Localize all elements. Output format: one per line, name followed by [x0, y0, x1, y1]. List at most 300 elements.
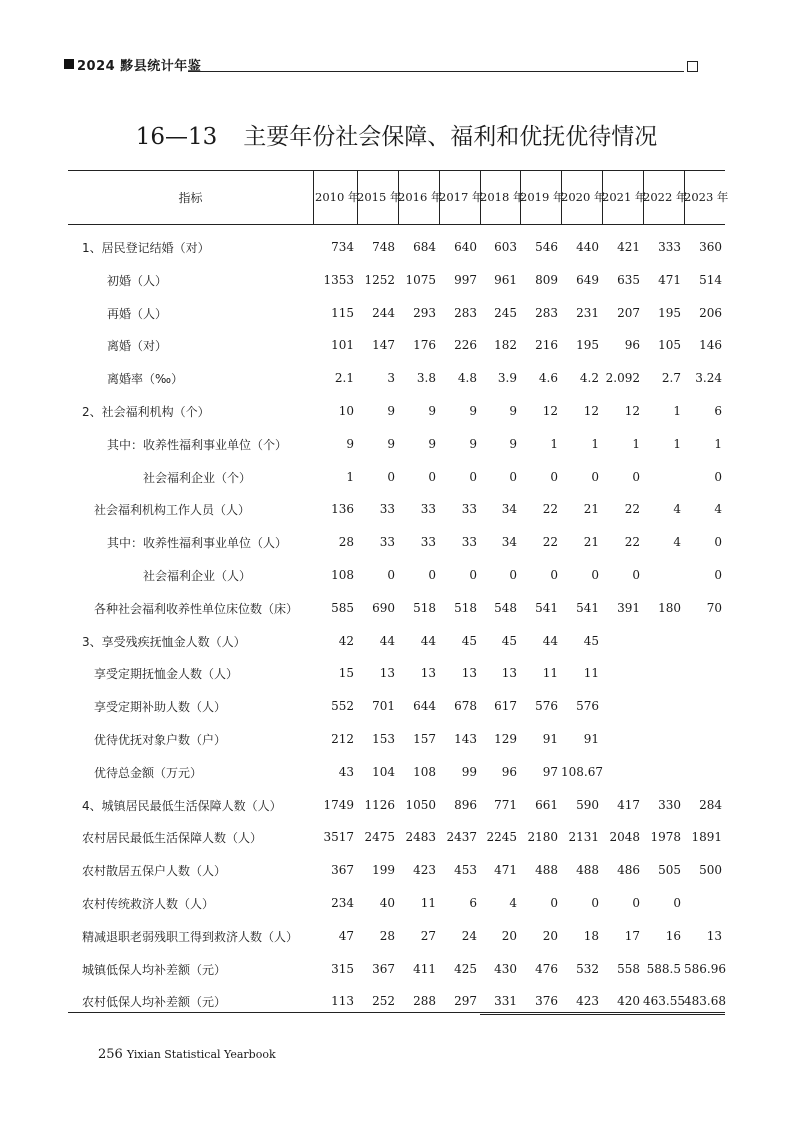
- table-cell: 16: [665, 929, 681, 943]
- row-label: 1、居民登记结婚（对）: [82, 241, 210, 255]
- table-bottom-rule-secondary: [480, 1014, 725, 1015]
- table-cell: 558: [617, 962, 640, 976]
- table-cell: 9: [387, 404, 395, 418]
- table-cell: 2245: [486, 830, 517, 844]
- table-cell: 4: [714, 502, 722, 516]
- header-column-divider: [520, 170, 521, 224]
- table-cell: 108: [331, 568, 354, 582]
- table-cell: 293: [413, 306, 436, 320]
- table-cell: 18: [583, 929, 599, 943]
- table-cell: 96: [624, 338, 640, 352]
- row-label: 社会福利机构工作人员（人）: [94, 503, 251, 517]
- table-cell: 22: [624, 535, 640, 549]
- table-cell: 45: [461, 634, 477, 648]
- table-cell: 2.1: [334, 371, 354, 385]
- table-cell: 182: [494, 338, 517, 352]
- table-row: [0, 928, 793, 948]
- table-cell: 486: [617, 863, 640, 877]
- year-header: 2022 年: [643, 190, 688, 204]
- header-column-divider: [602, 170, 603, 224]
- table-row: [0, 764, 793, 784]
- table-cell: 13: [501, 666, 517, 680]
- table-cell: 113: [331, 994, 354, 1008]
- row-label: 社会福利企业（个）: [143, 471, 252, 485]
- table-cell: 315: [331, 962, 354, 976]
- table-cell: 423: [413, 863, 436, 877]
- table-row: [0, 469, 793, 489]
- table-cell: 0: [469, 568, 477, 582]
- table-cell: 640: [454, 240, 477, 254]
- table-cell: 586.96: [684, 962, 726, 976]
- table-cell: 4: [673, 502, 681, 516]
- table-cell: 9: [469, 437, 477, 451]
- table-cell: 476: [535, 962, 558, 976]
- table-cell: 22: [542, 502, 558, 516]
- table-cell: 27: [420, 929, 436, 943]
- table-cell: 2048: [609, 830, 640, 844]
- year-header: 2016 年: [398, 190, 443, 204]
- table-cell: 1: [346, 470, 354, 484]
- table-cell: 0: [591, 470, 599, 484]
- row-label: 享受定期补助人数（人）: [94, 700, 227, 714]
- table-cell: 216: [535, 338, 558, 352]
- row-label: 初婚（人）: [107, 274, 168, 288]
- table-cell: 45: [501, 634, 517, 648]
- table-cell: 91: [583, 732, 599, 746]
- table-cell: 9: [469, 404, 477, 418]
- table-cell: 2475: [364, 830, 395, 844]
- table-cell: 13: [420, 666, 436, 680]
- table-cell: 3: [387, 371, 395, 385]
- table-cell: 471: [494, 863, 517, 877]
- table-cell: 678: [454, 699, 477, 713]
- table-cell: 541: [535, 601, 558, 615]
- page-title: [0, 118, 793, 151]
- table-cell: 20: [542, 929, 558, 943]
- table-cell: 425: [454, 962, 477, 976]
- table-cell: 17: [624, 929, 640, 943]
- table-cell: 99: [461, 765, 477, 779]
- table-cell: 195: [658, 306, 681, 320]
- table-cell: 411: [413, 962, 436, 976]
- table-cell: 0: [428, 470, 436, 484]
- header-column-divider: [643, 170, 644, 224]
- year-header: 2020 年: [561, 190, 606, 204]
- table-cell: 0: [632, 470, 640, 484]
- table-cell: 734: [331, 240, 354, 254]
- table-row: [0, 961, 793, 981]
- table-row: [0, 305, 793, 325]
- table-row: [0, 993, 793, 1013]
- table-cell: 532: [576, 962, 599, 976]
- table-cell: 108: [413, 765, 436, 779]
- table-cell: 13: [379, 666, 395, 680]
- table-cell: 576: [576, 699, 599, 713]
- table-cell: 635: [617, 273, 640, 287]
- row-label: 4、城镇居民最低生活保障人数（人）: [82, 799, 282, 813]
- table-cell: 13: [461, 666, 477, 680]
- table-row: [0, 239, 793, 259]
- table-cell: 70: [706, 601, 722, 615]
- header-rule: [188, 71, 684, 72]
- table-cell: 34: [501, 535, 517, 549]
- table-cell: 0: [550, 470, 558, 484]
- table-cell: 1353: [323, 273, 354, 287]
- table-cell: 488: [576, 863, 599, 877]
- table-cell: 0: [591, 568, 599, 582]
- year-header: 2021 年: [602, 190, 647, 204]
- table-row: [0, 633, 793, 653]
- table-cell: 1: [673, 404, 681, 418]
- table-row: [0, 797, 793, 817]
- table-cell: 9: [428, 437, 436, 451]
- table-cell: 101: [331, 338, 354, 352]
- table-cell: 43: [338, 765, 354, 779]
- table-cell: 0: [509, 568, 517, 582]
- table-cell: 47: [338, 929, 354, 943]
- table-cell: 33: [379, 535, 395, 549]
- table-cell: 690: [372, 601, 395, 615]
- table-cell: 297: [454, 994, 477, 1008]
- table-cell: 331: [494, 994, 517, 1008]
- table-cell: 488: [535, 863, 558, 877]
- row-label: 2、社会福利机构（个）: [82, 405, 210, 419]
- table-cell: 463.55: [643, 994, 685, 1008]
- table-cell: 20: [501, 929, 517, 943]
- table-cell: 4.2: [579, 371, 599, 385]
- table-cell: 136: [331, 502, 354, 516]
- table-cell: 129: [494, 732, 517, 746]
- table-cell: 617: [494, 699, 517, 713]
- table-cell: 234: [331, 896, 354, 910]
- row-label: 优待优抚对象户数（户）: [94, 733, 227, 747]
- table-cell: 552: [331, 699, 354, 713]
- table-cell: 417: [617, 798, 640, 812]
- table-cell: 6: [469, 896, 477, 910]
- table-cell: 2437: [446, 830, 477, 844]
- table-cell: 207: [617, 306, 640, 320]
- table-cell: 195: [576, 338, 599, 352]
- table-cell: 11: [542, 666, 558, 680]
- table-cell: 1050: [405, 798, 436, 812]
- table-row: [0, 567, 793, 587]
- table-cell: 1: [591, 437, 599, 451]
- table-cell: 367: [331, 863, 354, 877]
- table-cell: 147: [372, 338, 395, 352]
- row-label: 享受定期抚恤金人数（人）: [94, 667, 239, 681]
- table-row: [0, 862, 793, 882]
- table-cell: 44: [542, 634, 558, 648]
- table-cell: 244: [372, 306, 395, 320]
- table-cell: 12: [542, 404, 558, 418]
- year-header: 2023 年: [684, 190, 729, 204]
- table-cell: 1126: [364, 798, 395, 812]
- table-cell: 9: [346, 437, 354, 451]
- table-row: [0, 370, 793, 390]
- table-cell: 157: [413, 732, 436, 746]
- table-cell: 12: [583, 404, 599, 418]
- table-cell: 40: [379, 896, 395, 910]
- table-cell: 3.8: [416, 371, 436, 385]
- table-cell: 15: [338, 666, 354, 680]
- table-cell: 367: [372, 962, 395, 976]
- table-cell: 104: [372, 765, 395, 779]
- table-cell: 1: [673, 437, 681, 451]
- table-cell: 212: [331, 732, 354, 746]
- header-box-icon: [687, 61, 698, 72]
- table-row: [0, 829, 793, 849]
- table-cell: 153: [372, 732, 395, 746]
- table-cell: 330: [658, 798, 681, 812]
- table-cell: 11: [583, 666, 599, 680]
- table-cell: 0: [632, 568, 640, 582]
- table-cell: 28: [338, 535, 354, 549]
- table-cell: 13: [706, 929, 722, 943]
- table-row: [0, 895, 793, 915]
- table-cell: 4.6: [538, 371, 558, 385]
- table-cell: 91: [542, 732, 558, 746]
- header-column-divider: [439, 170, 440, 224]
- table-title: 主要年份社会保障、福利和优抚优待情况: [243, 124, 658, 150]
- table-cell: 9: [387, 437, 395, 451]
- table-cell: 391: [617, 601, 640, 615]
- row-label: 农村传统救济人数（人）: [82, 897, 215, 911]
- table-cell: 0: [469, 470, 477, 484]
- year-header: 2019 年: [520, 190, 565, 204]
- table-cell: 33: [461, 535, 477, 549]
- table-cell: 0: [714, 470, 722, 484]
- table-row: [0, 436, 793, 456]
- table-cell: 430: [494, 962, 517, 976]
- table-cell: 21: [583, 502, 599, 516]
- page-number: 256: [98, 1047, 123, 1062]
- year-header: 2010 年: [315, 190, 360, 204]
- row-label: 其中：收养性福利事业单位（人）: [107, 536, 288, 550]
- row-label: 再婚（人）: [107, 307, 168, 321]
- table-cell: 0: [387, 568, 395, 582]
- table-row: [0, 731, 793, 751]
- table-cell: 0: [550, 896, 558, 910]
- table-cell: 28: [379, 929, 395, 943]
- table-cell: 1252: [364, 273, 395, 287]
- table-cell: 3.9: [497, 371, 517, 385]
- table-cell: 576: [535, 699, 558, 713]
- running-header: 2024 黟县统计年鉴: [77, 59, 202, 74]
- table-cell: 0: [673, 896, 681, 910]
- footer-text: Yixian Statistical Yearbook: [126, 1048, 276, 1061]
- table-cell: 0: [387, 470, 395, 484]
- table-cell: 4: [673, 535, 681, 549]
- table-cell: 0: [714, 535, 722, 549]
- table-cell: 42: [338, 634, 354, 648]
- row-label: 农村低保人均补差额（元）: [82, 995, 227, 1009]
- table-cell: 9: [509, 437, 517, 451]
- page-footer: [98, 1047, 276, 1062]
- table-cell: 44: [379, 634, 395, 648]
- row-label: 城镇低保人均补差额（元）: [82, 963, 227, 977]
- table-cell: 176: [413, 338, 436, 352]
- table-cell: 420: [617, 994, 640, 1008]
- table-cell: 108.67: [561, 765, 603, 779]
- table-cell: 376: [535, 994, 558, 1008]
- table-cell: 33: [461, 502, 477, 516]
- table-cell: 21: [583, 535, 599, 549]
- row-label: 各种社会福利收养性单位床位数（床）: [94, 602, 299, 616]
- table-cell: 333: [658, 240, 681, 254]
- table-cell: 0: [632, 896, 640, 910]
- table-cell: 6: [714, 404, 722, 418]
- table-cell: 12: [624, 404, 640, 418]
- table-cell: 115: [331, 306, 354, 320]
- table-cell: 2.7: [661, 371, 681, 385]
- header-column-divider: [480, 170, 481, 224]
- table-cell: 1978: [650, 830, 681, 844]
- table-cell: 10: [338, 404, 354, 418]
- table-cell: 514: [699, 273, 722, 287]
- table-cell: 1075: [405, 273, 436, 287]
- table-cell: 3.24: [695, 371, 722, 385]
- year-header: 2015 年: [357, 190, 402, 204]
- table-cell: 0: [591, 896, 599, 910]
- table-cell: 143: [454, 732, 477, 746]
- table-cell: 9: [509, 404, 517, 418]
- table-row: [0, 600, 793, 620]
- table-header-rule: [68, 224, 725, 225]
- table-cell: 440: [576, 240, 599, 254]
- table-cell: 997: [454, 273, 477, 287]
- table-cell: 199: [372, 863, 395, 877]
- table-cell: 33: [420, 502, 436, 516]
- table-cell: 603: [494, 240, 517, 254]
- table-cell: 505: [658, 863, 681, 877]
- row-label: 离婚率（‰）: [107, 372, 184, 386]
- table-cell: 585: [331, 601, 354, 615]
- table-cell: 483.68: [684, 994, 726, 1008]
- table-cell: 45: [583, 634, 599, 648]
- table-top-rule: [68, 170, 725, 171]
- table-cell: 0: [428, 568, 436, 582]
- table-row: [0, 337, 793, 357]
- table-cell: 283: [535, 306, 558, 320]
- row-label: 农村散居五保户人数（人）: [82, 864, 227, 878]
- table-cell: 245: [494, 306, 517, 320]
- table-cell: 771: [494, 798, 517, 812]
- header-column-divider: [561, 170, 562, 224]
- table-cell: 809: [535, 273, 558, 287]
- table-cell: 546: [535, 240, 558, 254]
- table-cell: 453: [454, 863, 477, 877]
- table-cell: 1: [550, 437, 558, 451]
- table-cell: 105: [658, 338, 681, 352]
- table-row: [0, 403, 793, 423]
- table-cell: 11: [420, 896, 436, 910]
- table-cell: 701: [372, 699, 395, 713]
- row-label: 社会福利企业（人）: [143, 569, 252, 583]
- table-cell: 590: [576, 798, 599, 812]
- table-cell: 97: [542, 765, 558, 779]
- row-label: 农村居民最低生活保障人数（人）: [82, 831, 263, 845]
- table-cell: 180: [658, 601, 681, 615]
- table-cell: 1: [714, 437, 722, 451]
- table-cell: 649: [576, 273, 599, 287]
- table-cell: 96: [501, 765, 517, 779]
- table-row: [0, 272, 793, 292]
- table-cell: 24: [461, 929, 477, 943]
- table-row: [0, 534, 793, 554]
- table-cell: 500: [699, 863, 722, 877]
- header-column-divider: [684, 170, 685, 224]
- indicator-header: 指标: [178, 191, 203, 205]
- table-cell: 3517: [323, 830, 354, 844]
- table-cell: 206: [699, 306, 722, 320]
- table-cell: 541: [576, 601, 599, 615]
- table-cell: 22: [624, 502, 640, 516]
- table-row: [0, 698, 793, 718]
- table-cell: 421: [617, 240, 640, 254]
- year-header: 2018 年: [480, 190, 525, 204]
- table-cell: 548: [494, 601, 517, 615]
- header-column-divider: [313, 170, 314, 224]
- table-row: [0, 665, 793, 685]
- row-label: 精减退职老弱残职工得到救济人数（人）: [82, 930, 299, 944]
- header-column-divider: [398, 170, 399, 224]
- table-cell: 684: [413, 240, 436, 254]
- table-cell: 284: [699, 798, 722, 812]
- table-cell: 961: [494, 273, 517, 287]
- table-cell: 471: [658, 273, 681, 287]
- row-label: 3、享受残疾抚恤金人数（人）: [82, 635, 246, 649]
- table-cell: 1749: [323, 798, 354, 812]
- table-cell: 231: [576, 306, 599, 320]
- table-cell: 4.8: [457, 371, 477, 385]
- table-cell: 44: [420, 634, 436, 648]
- table-cell: 0: [509, 470, 517, 484]
- table-cell: 9: [428, 404, 436, 418]
- table-cell: 518: [454, 601, 477, 615]
- row-label: 其中：收养性福利事业单位（个）: [107, 438, 288, 452]
- table-cell: 423: [576, 994, 599, 1008]
- table-cell: 518: [413, 601, 436, 615]
- table-cell: 4: [509, 896, 517, 910]
- table-cell: 896: [454, 798, 477, 812]
- table-cell: 22: [542, 535, 558, 549]
- table-cell: 644: [413, 699, 436, 713]
- table-cell: 283: [454, 306, 477, 320]
- table-cell: 748: [372, 240, 395, 254]
- header-column-divider: [357, 170, 358, 224]
- table-cell: 1: [632, 437, 640, 451]
- table-cell: 146: [699, 338, 722, 352]
- table-number: 16—13: [135, 124, 218, 150]
- table-cell: 34: [501, 502, 517, 516]
- row-label: 优待总金额（万元）: [94, 766, 203, 780]
- year-header: 2017 年: [439, 190, 484, 204]
- table-row: [0, 501, 793, 521]
- table-cell: 360: [699, 240, 722, 254]
- table-cell: 0: [714, 568, 722, 582]
- header-square-icon: [64, 59, 74, 69]
- table-cell: 661: [535, 798, 558, 812]
- table-cell: 252: [372, 994, 395, 1008]
- table-cell: 1891: [691, 830, 722, 844]
- table-cell: 2.092: [605, 371, 640, 385]
- table-cell: 33: [420, 535, 436, 549]
- table-cell: 0: [550, 568, 558, 582]
- table-cell: 2483: [405, 830, 436, 844]
- table-cell: 33: [379, 502, 395, 516]
- row-label: 离婚（对）: [107, 339, 168, 353]
- table-cell: 2131: [568, 830, 599, 844]
